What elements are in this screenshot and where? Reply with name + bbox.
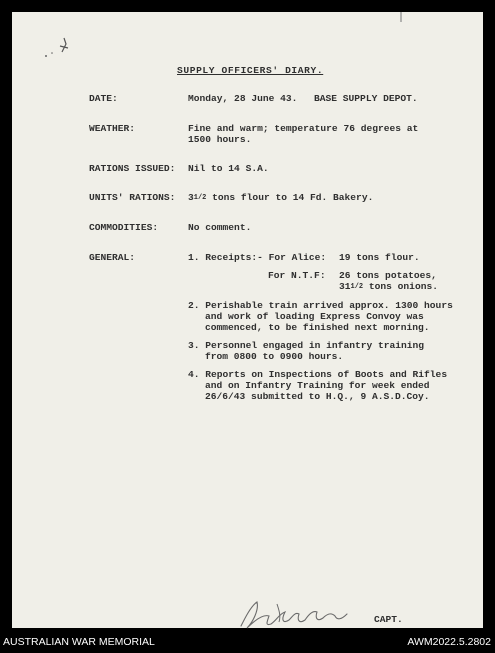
units-rations-label: UNITS' RATIONS: — [89, 192, 176, 203]
weather-line-1: Fine and warm; temperature 76 degrees at — [188, 123, 419, 134]
units-rations-fraction: 1/2 — [193, 194, 207, 202]
general-label: GENERAL: — [89, 252, 136, 263]
rations-issued-value: Nil to 14 S.A. — [188, 163, 269, 174]
commodities-value: No comment. — [188, 222, 252, 233]
item-1-head: 1. Receipts:- For Alice: — [188, 252, 327, 263]
item-1-ntf-line-2 — [339, 281, 438, 293]
footer-institution: AUSTRALIAN WAR MEMORIAL — [3, 636, 155, 648]
date-value: Monday, 28 June 43. — [188, 93, 298, 104]
rations-issued-label: RATIONS ISSUED: — [89, 163, 176, 174]
footer-accession-number: AWM2022.5.2802 — [407, 636, 491, 648]
document-page — [12, 12, 483, 628]
item-4-line-3: 26/6/43 submitted to H.Q., 9 A.S.D.Coy. — [205, 391, 430, 402]
item-4-line-2: and on Infantry Training for week ended — [205, 380, 430, 391]
item-1-alice: 19 tons flour. — [339, 252, 420, 263]
paper-mark — [400, 12, 402, 22]
weather-label: WEATHER: — [89, 123, 136, 134]
archive-footer — [0, 632, 495, 653]
item-1-ntf-whole: 31 — [339, 281, 351, 292]
units-rations-value — [188, 192, 373, 204]
item-1-ntf-fraction: 1/2 — [350, 283, 364, 291]
item-2-line-2: and work of loading Express Convoy was — [205, 311, 424, 322]
item-3-line-1: 3. Personnel engaged in infantry training — [188, 340, 425, 351]
units-rations-rest: tons flour to 14 Fd. Bakery. — [206, 192, 374, 203]
item-2-line-1: 2. Perishable train arrived approx. 1300 hours — [188, 300, 453, 311]
item-1-ntf-rest: tons onions. — [363, 281, 438, 292]
item-1-ntf-head: For N.T.F: — [268, 270, 326, 281]
weather-line-2: 1500 hours. — [188, 134, 252, 145]
depot-name: BASE SUPPLY DEPOT. — [314, 93, 418, 104]
diary-title: SUPPLY OFFICERS' DIARY. — [177, 65, 324, 76]
item-1-ntf-line-1: 26 tons potatoes, — [339, 270, 437, 281]
signature-rank: CAPT. — [374, 614, 403, 625]
item-3-line-2: from 0800 to 0900 hours. — [205, 351, 344, 362]
handwritten-signature — [237, 596, 355, 632]
ink-smudge — [42, 34, 76, 62]
item-2-line-3: commenced, to be finished next morning. — [205, 322, 430, 333]
date-label: DATE: — [89, 93, 118, 104]
commodities-label: COMMODITIES: — [89, 222, 159, 233]
units-rations-whole: 3 — [188, 192, 194, 203]
item-4-line-1: 4. Reports on Inspections of Boots and Rifles — [188, 369, 448, 380]
